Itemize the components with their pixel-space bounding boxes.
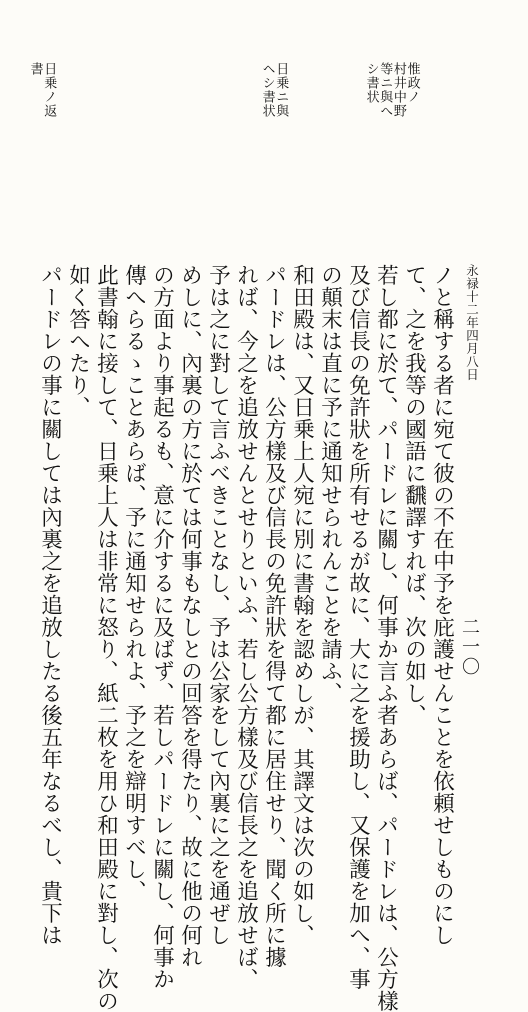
body-column: めしに、內裏の方に於ては何事もなしとの回答を得たり、故に他の何れ xyxy=(177,264,203,968)
body-column: 傳へらるゝことあらば、予に通知せられよ、予之を辯明すべし、 xyxy=(121,264,147,902)
body-column: の顛末は直に予に通知せられんことを請ふ、 xyxy=(317,264,343,704)
heading-line: 等ニ與へ xyxy=(377,62,393,118)
date-note: 永禄十二年四月八日 xyxy=(464,264,480,381)
page-number: 二一〇 xyxy=(459,617,480,677)
body-column: て、之を我等の國語に飜譯すれば、次の如し、 xyxy=(401,264,427,726)
heading-line: ヘシ書状 xyxy=(259,62,275,118)
heading-line: 書 xyxy=(27,62,43,76)
body-column: れば、今之を追放せんとせりといふ、若し公方樣及び信長之を追放せば、 xyxy=(233,264,259,990)
body-column: 和田殿は、又日乗上人宛に別に書翰を認めしが、其譯文は次の如し、 xyxy=(289,264,315,946)
body-column: パードレの事に關しては內裏之を追放したる後五年なるべし、貴下は xyxy=(37,264,63,946)
marginal-heading-2 xyxy=(260,62,287,118)
body-column: の方面より事起るも、意に介するに及ばず、若しパードレに關し、何事か xyxy=(149,264,175,990)
body-column: パードレは、公方樣及び信長の免許狀を得て都に居住せり、聞く所に據 xyxy=(261,264,287,968)
body-column: ノと稱する者に宛て彼の不在中予を庇護せんことを依頼せしものにし xyxy=(429,264,455,946)
body-column: 此書翰に接して、日乗上人は非常に怒り、紙二枚を用ひ和田殿に對し、次の xyxy=(93,264,119,1012)
heading-line: 惟政ノ xyxy=(404,62,420,104)
heading-line: 日乗ニ與 xyxy=(273,62,289,118)
heading-line: シ書状 xyxy=(363,62,379,104)
body-column: 如く答へたり、 xyxy=(65,264,91,418)
heading-line: 日乗ノ返 xyxy=(41,62,57,118)
marginal-heading-3 xyxy=(28,62,55,118)
heading-line: 村井中野 xyxy=(390,62,406,118)
marginal-heading-1 xyxy=(364,62,419,118)
body-column: 及び信長の免許狀を所有せるが故に、大に之を援助し、又保護を加へ、事 xyxy=(345,264,371,990)
body-column: 予は之に對して言ふべきことなし、予は公家をして內裏に之を通ぜし xyxy=(205,264,231,946)
body-column: 若し都に於て、パードレに關し、何事か言ふ者あらば、パードレは、公方樣 xyxy=(373,264,399,1012)
